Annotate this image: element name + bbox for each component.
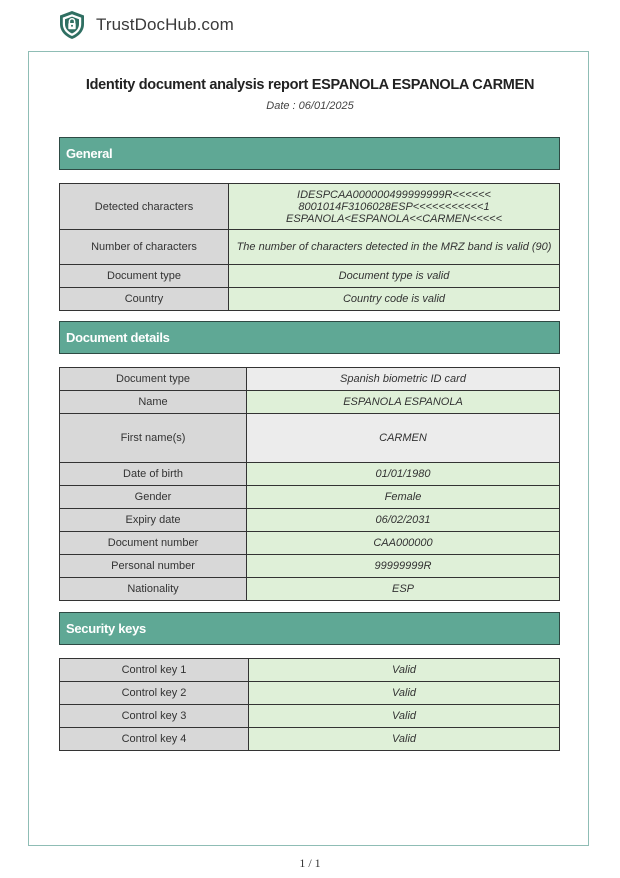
row-value: Spanish biometric ID card: [247, 368, 560, 391]
table-row: [60, 659, 560, 682]
table-row: [60, 184, 560, 230]
row-value: The number of characters detected in the MRZ band is valid (90): [229, 230, 560, 265]
general-table: [59, 183, 560, 311]
row-label: Date of birth: [60, 463, 247, 486]
mrz-value: [229, 184, 560, 230]
table-row: [60, 230, 560, 265]
row-label: Nationality: [60, 578, 247, 601]
table-row: [60, 288, 560, 311]
row-label: Number of characters: [60, 230, 229, 265]
section-header-security-keys: Security keys: [59, 612, 560, 645]
row-value: CAA000000: [247, 532, 560, 555]
row-label: Control key 4: [60, 728, 249, 751]
row-value: 99999999R: [247, 555, 560, 578]
section-header-general: General: [59, 137, 560, 170]
shield-lock-icon: [58, 10, 86, 40]
document-details-table: [59, 367, 560, 601]
mrz-line: 8001014F3106028ESP<<<<<<<<<<<1: [298, 200, 490, 213]
row-label: Name: [60, 391, 247, 414]
row-label: Document type: [60, 368, 247, 391]
row-value: Valid: [249, 659, 560, 682]
row-value: ESPANOLA ESPANOLA: [247, 391, 560, 414]
mrz-line: IDESPCAA000000499999999R<<<<<<: [297, 188, 491, 201]
table-row: [60, 414, 560, 463]
row-label: Personal number: [60, 555, 247, 578]
section-header-document-details: Document details: [59, 321, 560, 354]
table-row: [60, 682, 560, 705]
row-value: Valid: [249, 682, 560, 705]
row-value: Valid: [249, 728, 560, 751]
row-label: Gender: [60, 486, 247, 509]
site-header: [58, 10, 234, 40]
page-indicator: 1 / 1: [299, 856, 321, 870]
row-value: 06/02/2031: [247, 509, 560, 532]
table-row: [60, 265, 560, 288]
table-row: [60, 705, 560, 728]
row-label: Control key 3: [60, 705, 249, 728]
row-label: First name(s): [60, 414, 247, 463]
row-value: Document type is valid: [229, 265, 560, 288]
row-value: 01/01/1980: [247, 463, 560, 486]
row-label: Expiry date: [60, 509, 247, 532]
row-label: Control key 2: [60, 682, 249, 705]
row-label: Document type: [60, 265, 229, 288]
row-label: Control key 1: [60, 659, 249, 682]
report-date: Date : 06/01/2025: [266, 100, 354, 112]
row-value: Country code is valid: [229, 288, 560, 311]
row-value: ESP: [247, 578, 560, 601]
table-row: [60, 578, 560, 601]
row-value: Valid: [249, 705, 560, 728]
security-keys-table: [59, 658, 560, 751]
table-row: [60, 555, 560, 578]
report-title: Identity document analysis report ESPANOLA ESPANOLA CARMEN: [85, 77, 535, 93]
brand-name[interactable]: TrustDocHub.com: [96, 15, 234, 34]
row-value: Female: [247, 486, 560, 509]
row-value: CARMEN: [247, 414, 560, 463]
table-row: [60, 728, 560, 751]
row-label: Country: [60, 288, 229, 311]
mrz-line: ESPANOLA<ESPANOLA<<CARMEN<<<<<: [285, 212, 503, 225]
table-row: [60, 532, 560, 555]
table-row: [60, 486, 560, 509]
row-label: Document number: [60, 532, 247, 555]
row-label: Detected characters: [60, 184, 229, 230]
table-row: [60, 463, 560, 486]
table-row: [60, 391, 560, 414]
table-row: [60, 509, 560, 532]
table-row: [60, 368, 560, 391]
